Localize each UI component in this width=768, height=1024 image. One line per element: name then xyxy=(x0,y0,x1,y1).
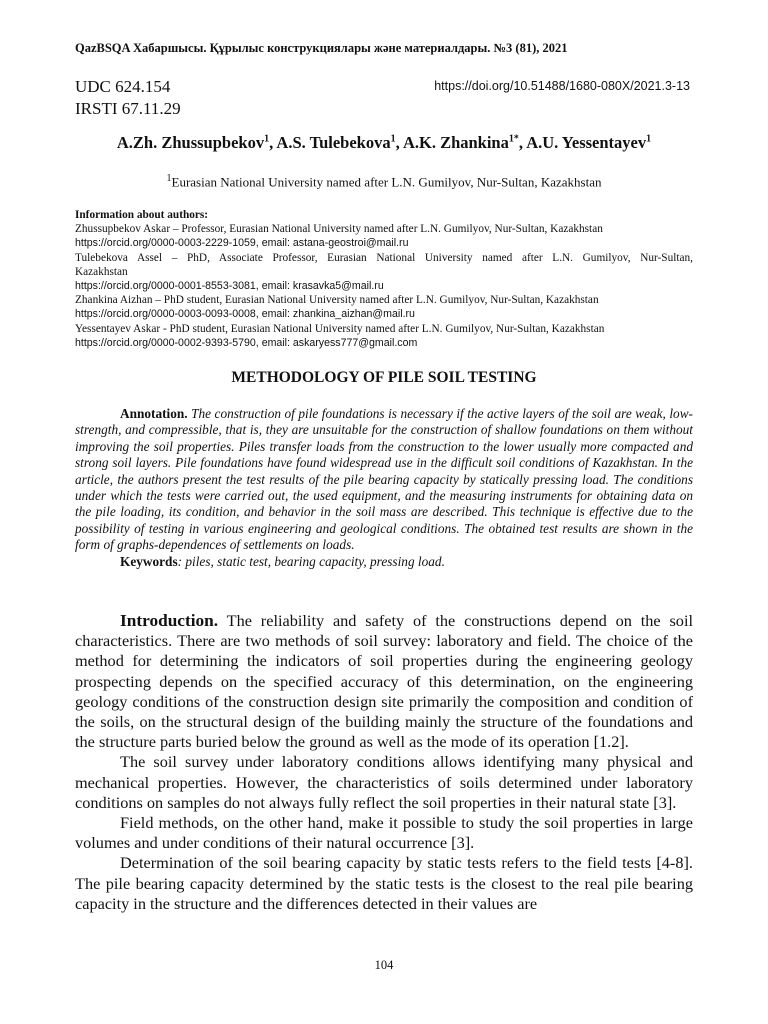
author-info-desc: Zhankina Aizhan – PhD student, Eurasian National University named after L.N. Gumilyov, Nur-Sultan, Kazakhstan xyxy=(75,294,599,307)
author-affil-mark: 1 xyxy=(390,133,396,145)
author-info-desc: Zhussupbekov Askar – Professor, Eurasian National University named after L.N. Gumilyov, Nur-Sultan, Kazakhstan xyxy=(75,223,603,236)
author-info-contact[interactable]: https://orcid.org/0000-0003-2229-1059, email: astana-geostroi@mail.ru xyxy=(75,237,409,250)
paper-title: METHODOLOGY OF PILE SOIL TESTING xyxy=(231,369,537,386)
affiliation-text: Eurasian National University named after L.N. Gumilyov, Nur-Sultan, Kazakhstan xyxy=(171,174,602,190)
irsti-code: IRSTI 67.11.29 xyxy=(75,99,181,118)
journal-header: QazBSQA Хабаршысы. Құрылыс конструкциялары және материалдары. №3 (81), 2021 xyxy=(75,41,568,55)
keywords-label: Keywords xyxy=(120,553,178,569)
body-paragraph: Determination of the soil bearing capacity by static tests refers to the field tests [4-8]. The pile bearing capacity determined by the static tests is the closest to the real pile bearing capacity in the structure and the differences detected in their values are xyxy=(75,853,693,913)
annotation-paragraph xyxy=(75,406,693,554)
affiliation-mark: 1 xyxy=(166,173,172,184)
annotation-text: The construction of pile foundations is necessary if the active layers of the soil are weak, low-strength, and compressible, that is, they are unsuitable for the construction of shallow foundations on them without improving the soil properties. Piles transfer loads from the construction to the lower usually more compacted and strong soil layers. Pile foundations have found widespread use in the difficult soil conditions of Kazakhstan. In the article, the authors present the test results of the pile bearing capacity by statically pressing load. The conditions under which the tests were carried out, the used equipment, and the measuring instruments for obtaining data on the pile loading, its condition, and behavior in the soil mass are described. This technique is effective due to the possibility of testing in various engineering and geological conditions. The obtained test results are shown in the form of graphs-dependences of settlements on loads. xyxy=(75,406,693,553)
author-affil-mark: 1* xyxy=(508,133,519,145)
author-info-desc: Yessentayev Askar - PhD student, Eurasian National University named after L.N. Gumilyov, Nur-Sultan, Kazakhstan xyxy=(75,322,605,335)
keywords-text: : piles, static test, bearing capacity, pressing load. xyxy=(177,553,445,569)
body-paragraph: The soil survey under laboratory conditions allows identifying many physical and mechanical properties. However, the characteristics of soils determined under laboratory conditions on samples do not always fully reflect the soil properties in their natural state [3]. xyxy=(75,752,693,812)
udc-code: UDC 624.154 xyxy=(75,77,171,96)
body-paragraph xyxy=(75,611,693,752)
author-affil-mark: 1 xyxy=(264,133,270,145)
body-text xyxy=(75,611,693,914)
author-info-contact[interactable]: https://orcid.org/0000-0001-8553-3081, email: krasavka5@mail.ru xyxy=(75,280,384,293)
author-name: A.K. Zhankina xyxy=(402,133,509,152)
paragraph-text: The reliability and safety of the constructions depend on the soil characteristics. There are two methods of soil survey: laboratory and field. The choice of the method for determining the indicators of soil properties during the engineering geology prospecting depends on the specified accuracy of this determination, on the engineering geology conditions of the construction design site primarily the composition and condition of the soils, on the structural design of the building mainly the structure of the foundations and the structure parts buried below the ground as well as the mode of its operation [1.2]. xyxy=(75,611,693,752)
author-name: A.S. Tulebekova xyxy=(276,133,391,152)
author-info-desc: Tulebekova Assel – PhD, Associate Professor, Eurasian National University named after L.N. Gumilyov, Nur-Sultan, xyxy=(75,251,693,264)
keywords-paragraph xyxy=(75,554,693,570)
classification-codes xyxy=(75,76,181,120)
affiliation xyxy=(75,173,693,190)
doi-link[interactable]: https://doi.org/10.51488/1680-080X/2021.3-13 xyxy=(434,79,690,93)
body-paragraph: Field methods, on the other hand, make it possible to study the soil properties in large volumes and under conditions of their natural occurrence [3]. xyxy=(75,813,693,853)
author-list: A.Zh. Zhussupbekov$^1$, A.S. Tulebekova$^1$, A.K. Zhankina$^{1*}$, A.U. Yessentayev$^1$ xyxy=(116,133,652,152)
author-name: A.Zh. Zhussupbekov xyxy=(116,133,265,152)
author-affil-mark: 1 xyxy=(646,133,652,145)
author-info-contact[interactable]: https://orcid.org/0000-0003-0093-0008, email: zhankina_aizhan@mail.ru xyxy=(75,308,415,321)
annotation-block xyxy=(75,406,693,570)
introduction-heading: Introduction. xyxy=(120,611,219,630)
author-info-heading: Information about authors: xyxy=(75,209,209,221)
author-name: A.U. Yessentayev xyxy=(526,133,647,152)
author-info-contact[interactable]: https://orcid.org/0000-0002-9393-5790, email: askaryess777@gmail.com xyxy=(75,336,418,349)
author-info xyxy=(75,208,693,350)
author-info-desc-cont: Kazakhstan xyxy=(75,265,128,278)
annotation-label: Annotation. xyxy=(120,406,188,421)
page-number: 104 xyxy=(374,958,394,972)
